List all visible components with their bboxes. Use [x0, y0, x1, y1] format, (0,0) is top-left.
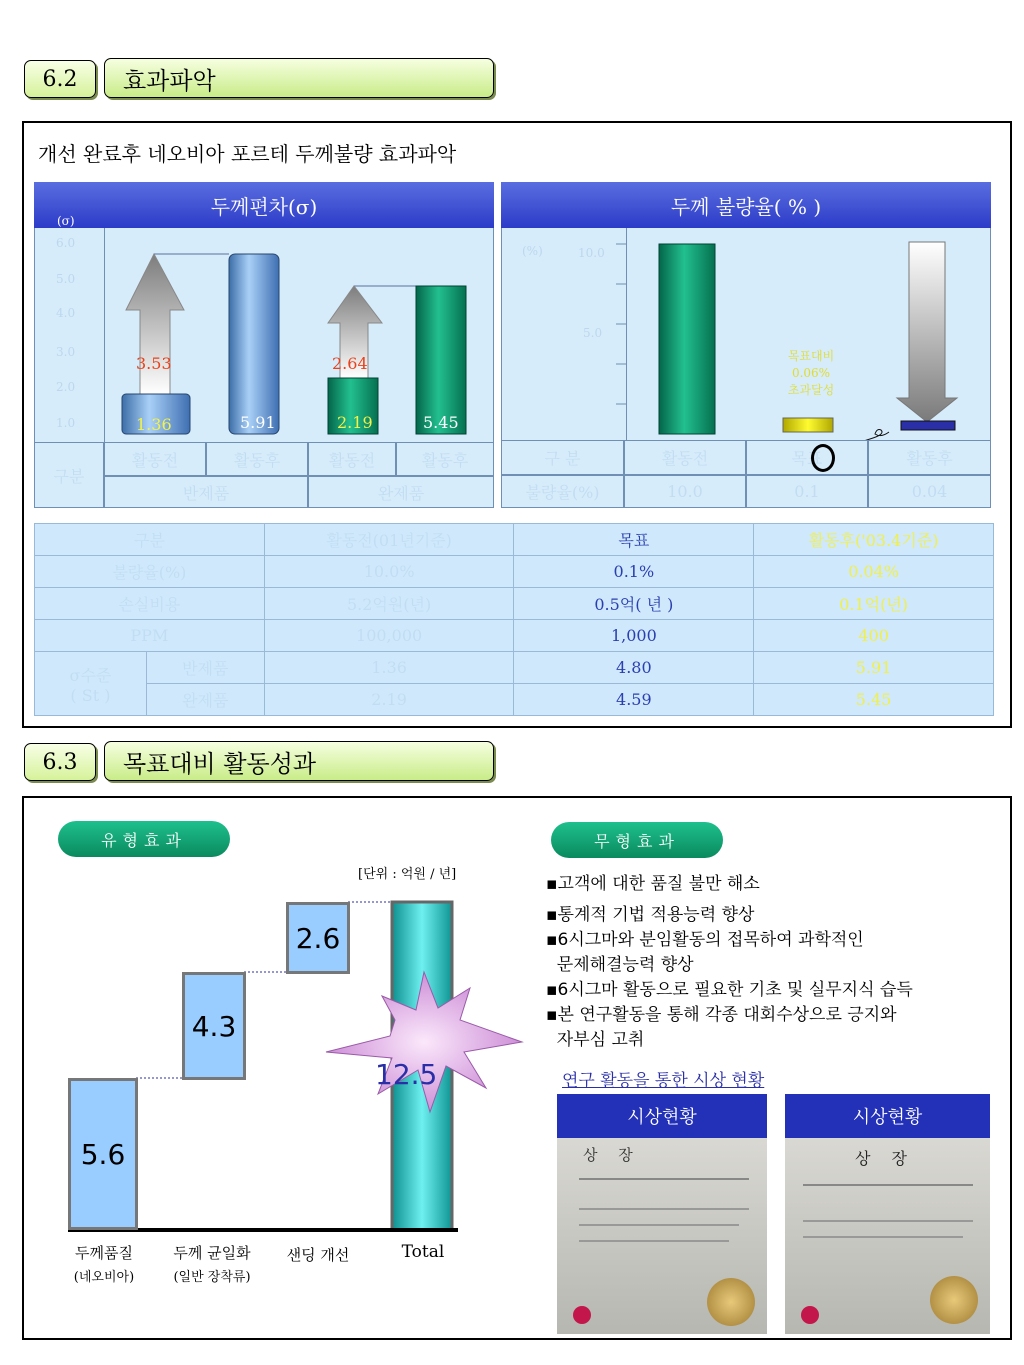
- cert-line: [579, 1208, 749, 1210]
- defect-unit: (%): [522, 244, 543, 258]
- award-header: 시상현황: [785, 1094, 990, 1138]
- waterfall-label: Total: [401, 1242, 445, 1262]
- row-label: 완제품: [146, 684, 264, 716]
- defect-head: 활동전: [624, 440, 746, 475]
- target-note: [776, 348, 846, 399]
- waterfall-step: 5.6: [68, 1078, 138, 1230]
- ytick: 4.0: [56, 306, 76, 320]
- note-line: 목표대비: [787, 349, 835, 363]
- table-row: [35, 588, 994, 620]
- ytick: 1.0: [56, 416, 76, 430]
- row-label: PPM: [35, 620, 265, 652]
- unit-label: [단위 : 억원 / 년]: [358, 867, 457, 882]
- sigma-group: 반제품: [104, 476, 308, 508]
- ytick: 3.0: [56, 345, 76, 359]
- reduction-arrow: [897, 242, 957, 422]
- header-cell: 목표: [514, 524, 754, 556]
- certificate-image: [785, 1138, 990, 1334]
- ytick: 2.0: [56, 380, 76, 394]
- cell: 0.1억(년): [754, 588, 994, 620]
- list-item: ▪6시그마 활동으로 필요한 기초 및 실무지식 습득: [546, 980, 913, 1000]
- sigma-header-label: 구분: [34, 442, 104, 508]
- bar-after-semi: [229, 254, 279, 434]
- list-item: 문제해결능력 향상: [546, 955, 694, 975]
- sigma-bars-svg: [104, 228, 494, 442]
- scribble: [846, 430, 889, 441]
- intangible-pill: 무형효과: [551, 822, 723, 858]
- gain-label: 3.53: [136, 354, 172, 373]
- cert-line: [803, 1236, 963, 1238]
- intro-text: 개선 완료후 네오비아 포르테 두께불량 효과파악: [38, 142, 457, 166]
- bar-target: [783, 418, 833, 432]
- bar-after: [901, 421, 955, 430]
- cell: 100,000: [264, 620, 514, 652]
- cert-line: [579, 1224, 739, 1226]
- cert-line: [803, 1220, 973, 1222]
- waterfall-step: 4.3: [182, 972, 246, 1080]
- bar-value: 2.19: [337, 413, 373, 432]
- ytick: 5.0: [583, 326, 603, 340]
- note-line: 초과달성: [787, 383, 835, 397]
- header-cell: 활동후('03.4기준): [754, 524, 994, 556]
- certificate-title: 상 장: [855, 1149, 915, 1168]
- ytick: 6.0: [56, 236, 76, 250]
- bar-value: 5.91: [240, 413, 276, 432]
- seal-icon: [930, 1276, 978, 1324]
- cell: 4.80: [514, 652, 754, 684]
- section-number: 6.3: [24, 743, 96, 781]
- waterfall-label: 샌딩 개선: [286, 1246, 350, 1264]
- cell: 10.0%: [264, 556, 514, 588]
- cell: 400: [754, 620, 994, 652]
- sigma-label-sub: ( St ): [70, 685, 111, 705]
- ytick: 10.0: [578, 246, 605, 260]
- row-label: 불량율(%): [35, 556, 265, 588]
- defect-head: 활동후: [868, 440, 991, 475]
- total-value: 12.5: [375, 1058, 438, 1091]
- cell: 2.19: [264, 684, 514, 716]
- section-title: 효과파악: [104, 58, 494, 98]
- list-item: ▪본 연구활동을 통해 각종 대회수상으로 긍지와: [546, 1005, 897, 1025]
- defect-cell: 0.1: [746, 475, 868, 508]
- lg-logo-icon: [801, 1306, 819, 1324]
- circle-mark: [811, 444, 835, 472]
- section-number: 6.2: [24, 60, 96, 98]
- cell: 0.1%: [514, 556, 754, 588]
- sigma-col: 활동후: [396, 442, 494, 476]
- intangible-list: [546, 872, 996, 1053]
- cell: 1.36: [264, 652, 514, 684]
- sigma-col: 활동전: [104, 442, 206, 476]
- list-item: 자부심 고취: [546, 1030, 645, 1050]
- bar-value: 5.45: [423, 413, 459, 432]
- sigma-label-text: σ수준: [69, 665, 112, 685]
- header-cell: 구분: [35, 524, 265, 556]
- cell: 5.2억원(년): [264, 588, 514, 620]
- cert-line: [579, 1240, 729, 1242]
- ytick: 5.0: [56, 272, 76, 286]
- sigma-label: [35, 652, 147, 716]
- awards-link[interactable]: 연구 활동을 통한 시상 현황: [562, 1071, 765, 1091]
- table-row: [35, 684, 994, 716]
- defect-chart-title: 두께 불량율( % ): [501, 182, 991, 228]
- note-line: 0.06%: [791, 366, 831, 380]
- cell: 0.04%: [754, 556, 994, 588]
- cert-line: [579, 1178, 749, 1180]
- summary-table: [34, 523, 994, 716]
- certificate-image: [557, 1138, 767, 1334]
- bar-value: 1.36: [136, 415, 172, 434]
- sigma-unit: (σ): [57, 214, 75, 228]
- defect-head: 구 분: [501, 440, 624, 475]
- cert-line: [803, 1184, 973, 1186]
- table-row: [35, 652, 994, 684]
- header-cell: 활동전(01년기준): [264, 524, 514, 556]
- cell: 5.45: [754, 684, 994, 716]
- section-title: 목표대비 활동성과: [104, 741, 494, 781]
- row-label: 손실비용: [35, 588, 265, 620]
- row-label: 반제품: [146, 652, 264, 684]
- waterfall-label: 두께품질: [75, 1244, 133, 1262]
- list-item: ▪통계적 기법 적용능력 향상: [546, 905, 755, 925]
- list-item: ▪고객에 대한 품질 불만 해소: [546, 874, 760, 894]
- sigma-group: 완제품: [308, 476, 494, 508]
- total-burst: [326, 972, 522, 1112]
- waterfall-step: 2.6: [286, 902, 350, 974]
- lg-logo-icon: [573, 1306, 591, 1324]
- sigma-col: 활동후: [206, 442, 308, 476]
- table-header-row: [35, 524, 994, 556]
- defect-cell: 10.0: [624, 475, 746, 508]
- bar-before: [659, 244, 715, 434]
- bar-after-final: [416, 286, 466, 434]
- table-row: [35, 556, 994, 588]
- cell: 4.59: [514, 684, 754, 716]
- award-header: 시상현황: [557, 1094, 767, 1138]
- cell: 0.5억( 년 ): [514, 588, 754, 620]
- defect-bars-svg: [501, 228, 991, 440]
- list-item: ▪6시그마와 분임활동의 접목하여 과학적인: [546, 930, 864, 950]
- cell: 5.91: [754, 652, 994, 684]
- waterfall-label: 두께 균일화: [173, 1244, 251, 1262]
- defect-cell: 0.04: [868, 475, 991, 508]
- gain-arrow: [126, 254, 184, 394]
- defect-cell: 불량율(%): [501, 475, 624, 508]
- table-row: [35, 620, 994, 652]
- sigma-chart-title: 두께편차(σ): [34, 182, 494, 228]
- cell: 1,000: [514, 620, 754, 652]
- waterfall-sublabel: (일반 장착류): [173, 1270, 251, 1285]
- sigma-col: 활동전: [308, 442, 396, 476]
- defect-head: 목표: [746, 440, 868, 475]
- waterfall-sublabel: (네오비아): [73, 1270, 135, 1285]
- seal-icon: [707, 1278, 755, 1326]
- gain-label: 2.64: [332, 354, 368, 373]
- certificate-title: 상 장: [583, 1146, 641, 1164]
- tangible-pill: 유형효과: [58, 821, 230, 857]
